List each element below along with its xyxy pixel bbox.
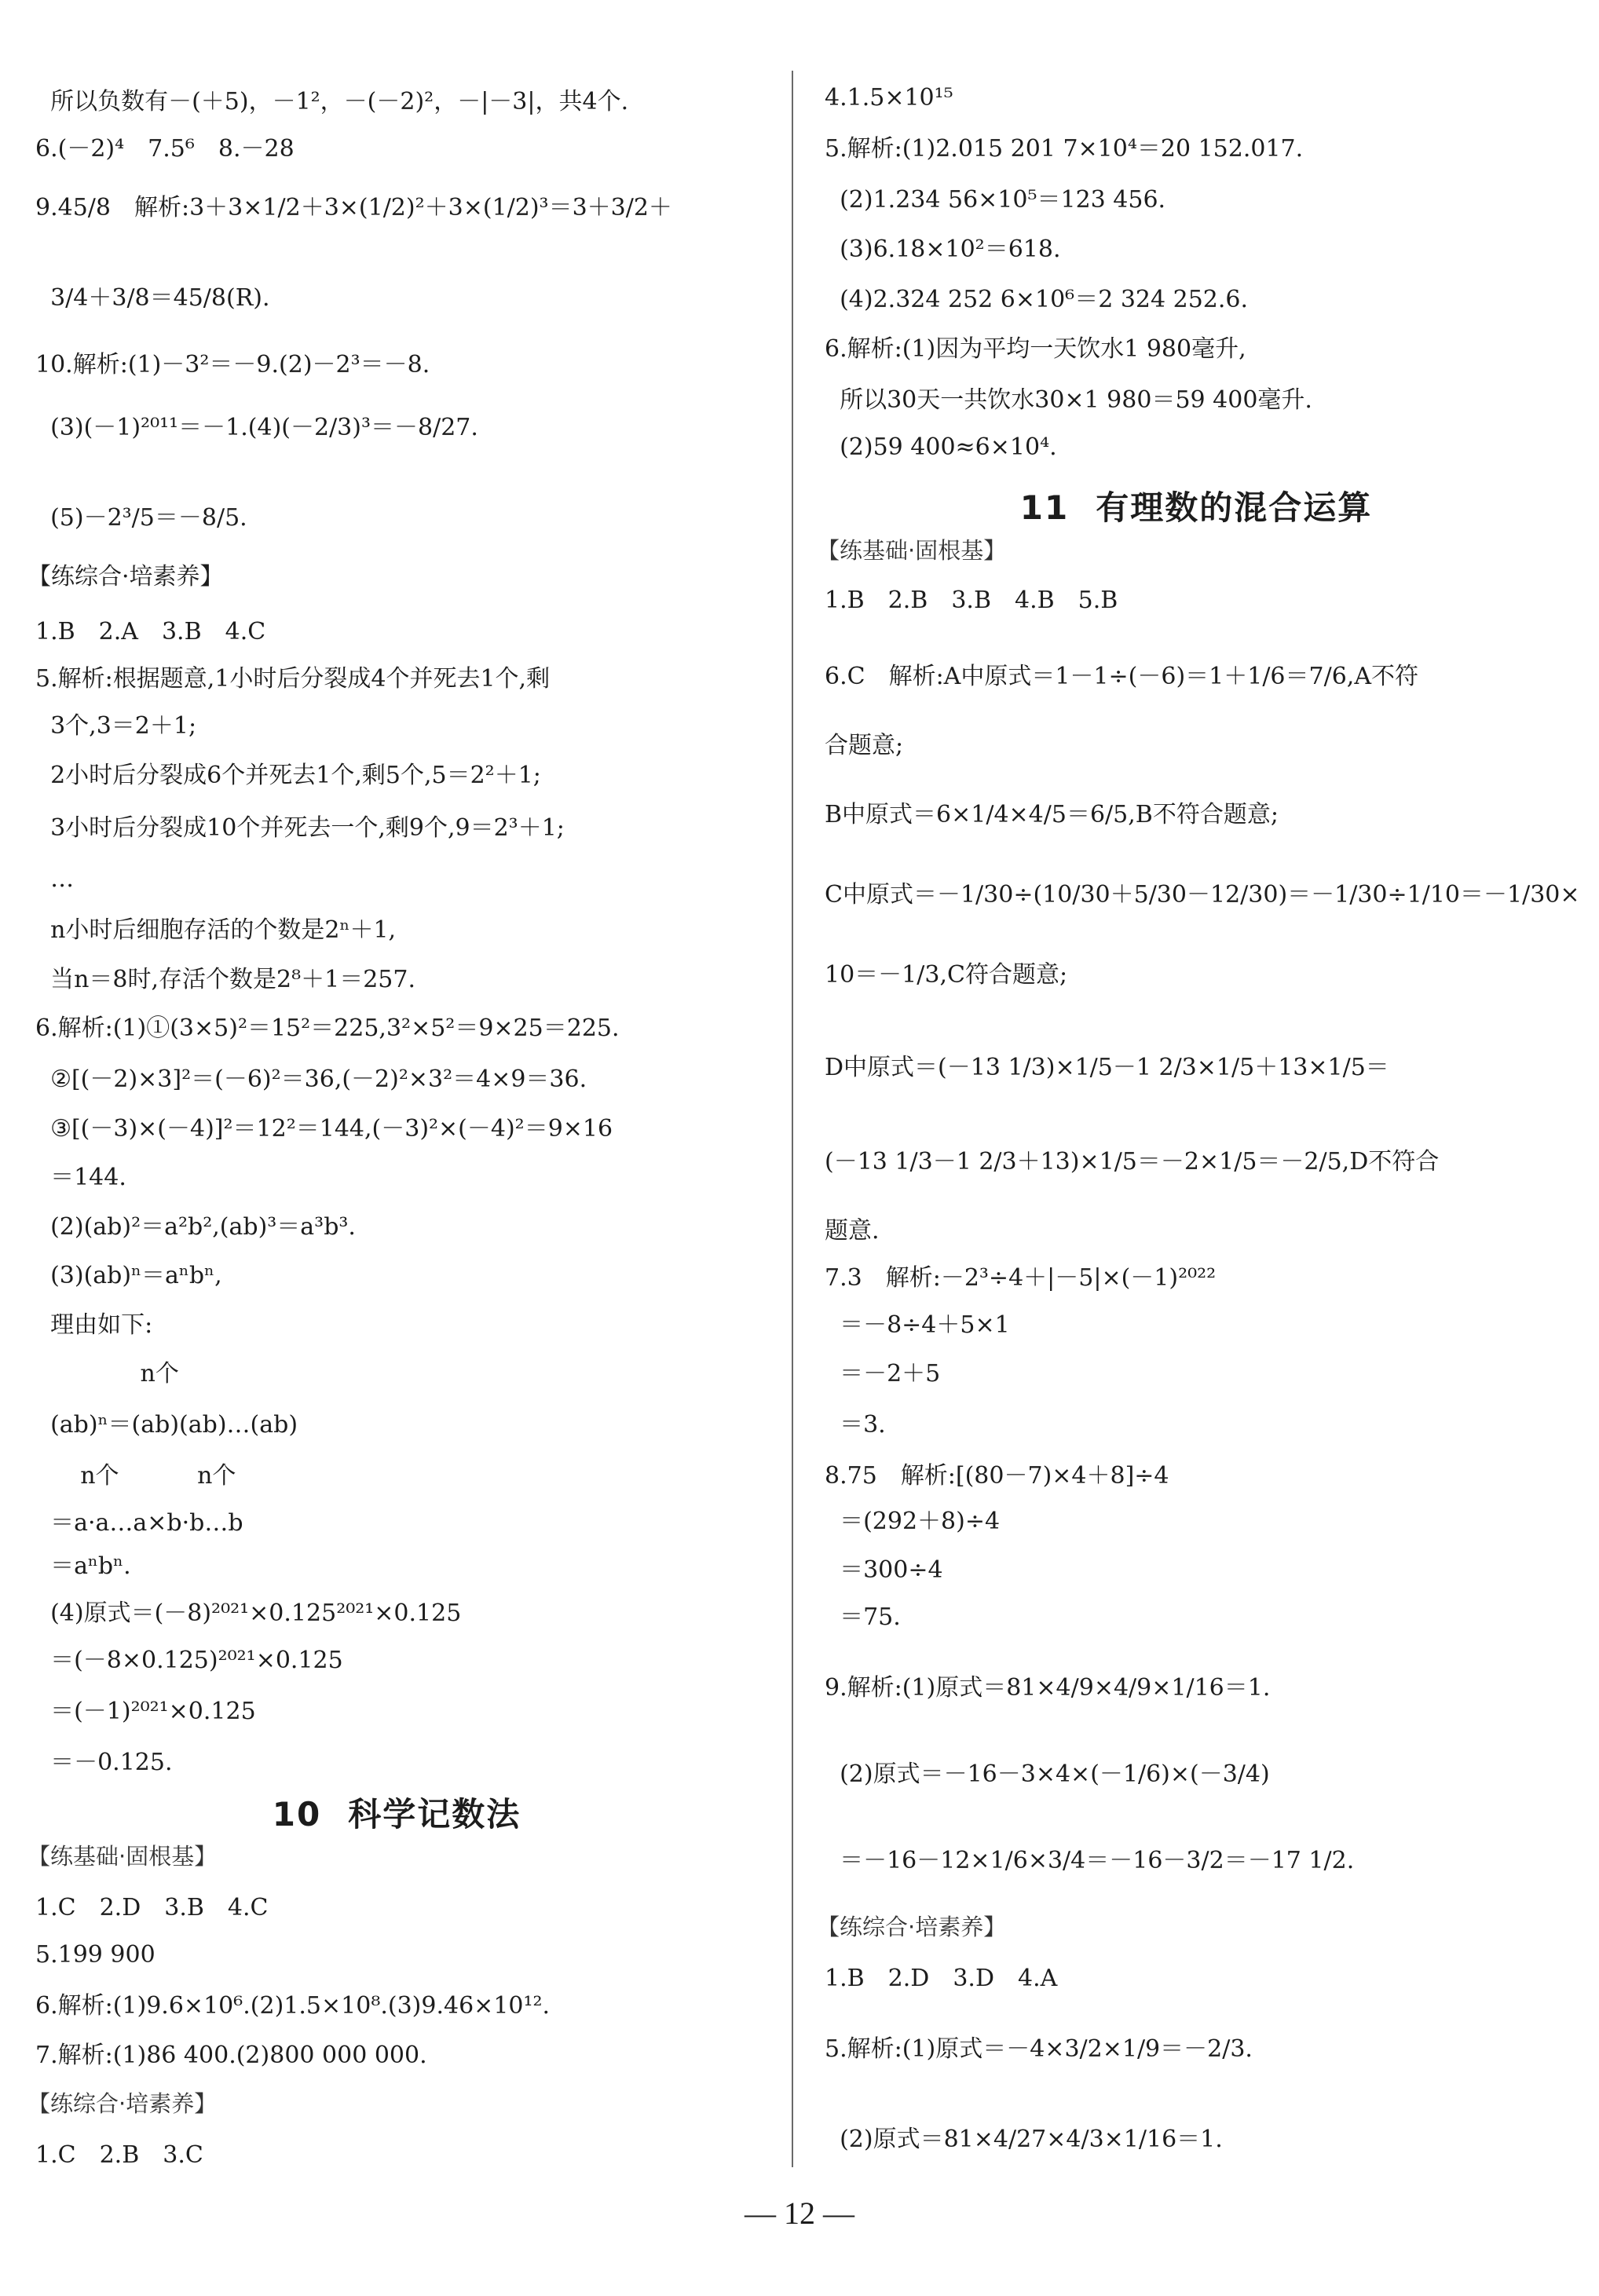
section-heading: [0, 1789, 793, 1836]
subsection-label: 【练综合·培素养】: [27, 2090, 218, 2117]
left-line-30: ＝(－1)²⁰²¹×0.125: [35, 1698, 256, 1725]
right-line-3: (3)6.18×10²＝618.: [825, 236, 1061, 263]
left-line-28: (4)原式＝(－8)²⁰²¹×0.125²⁰²¹×0.125: [35, 1600, 462, 1627]
right-line-1: 5.解析:(1)2.015 201 7×10⁴＝20 152.017.: [825, 135, 1304, 163]
right-s11-line-17: 9.解析:(1)原式＝81×4/9×4/9×1/16＝1.: [825, 1674, 1271, 1702]
left-line-0: 所以负数有－(＋5)，－1²，－(－2)²，－|－3|，共4个.: [35, 88, 629, 115]
left-line-21: (3)(ab)ⁿ＝aⁿbⁿ,: [35, 1262, 222, 1289]
left-line-15: 当n＝8时,存活个数是2⁸＋1＝257.: [35, 966, 416, 993]
left-line-26: ＝a·a…a×b·b…b: [35, 1509, 243, 1537]
right-s11-line-0: 1.B 2.B 3.B 4.B 5.B: [825, 587, 1118, 614]
subsection-label: 【练基础·固根基】: [27, 1843, 218, 1870]
right-s11-line-2: 合题意;: [825, 732, 904, 759]
left-line-14: n小时后细胞存活的个数是2ⁿ＋1,: [35, 916, 397, 944]
left-line-7: 【练综合·培素养】: [27, 563, 224, 590]
left-line-31: ＝－0.125.: [35, 1749, 173, 1776]
right-s11-line-18: (2)原式＝－16－3×4×(－1/6)×(－3/4): [825, 1760, 1270, 1788]
right-line-6: 所以30天一共饮水30×1 980＝59 400毫升.: [825, 386, 1312, 414]
column-divider: [792, 71, 793, 2167]
right-line-0: 4.1.5×10¹⁵: [825, 84, 953, 112]
right-s11-line-10: ＝－8÷4＋5×1: [825, 1311, 1010, 1339]
right-s11-line-5: 10＝－1/3,C符合题意;: [825, 961, 1068, 989]
left-line-22: 理由如下:: [35, 1311, 153, 1339]
right-s11-line-8: 题意.: [825, 1217, 880, 1245]
left-line-4: 10.解析:(1)－3²＝－9.(2)－2³＝－8.: [35, 351, 430, 378]
right-line-5: 6.解析:(1)因为平均一天饮水1 980毫升,: [825, 335, 1246, 363]
right-s11b-line-0: 1.B 2.D 3.D 4.A: [825, 1965, 1058, 1992]
right-line-2: (2)1.234 56×10⁵＝123 456.: [825, 186, 1166, 214]
section-heading: [793, 482, 1599, 529]
right-s11-line-9: 7.3 解析:－2³÷4＋|－5|×(－1)²⁰²²: [825, 1264, 1217, 1292]
right-s11-line-13: 8.75 解析:[(80－7)×4＋8]÷4: [825, 1462, 1169, 1490]
right-s11-line-11: ＝－2＋5: [825, 1360, 941, 1387]
left-line-3: 3/4＋3/8＝45/8(R).: [35, 284, 270, 312]
section-title: 科学记数法: [348, 1795, 521, 1834]
left-line-16: 6.解析:(1)①(3×5)²＝15²＝225,3²×5²＝9×25＝225.: [35, 1015, 620, 1042]
right-s11-line-6: D中原式＝(－13 1/3)×1/5－1 2/3×1/5＋13×1/5＝: [825, 1054, 1389, 1081]
subsection-label: 【练基础·固根基】: [817, 537, 1007, 564]
section-title: 有理数的混合运算: [1096, 488, 1373, 527]
page-number: — 12 —: [745, 2195, 854, 2231]
right-s11b-line-2: (2)原式＝81×4/27×4/3×1/16＝1.: [825, 2126, 1223, 2153]
left-line-25: n个 n个: [35, 1462, 236, 1490]
section-number: 10: [272, 1795, 322, 1834]
right-s11-line-3: B中原式＝6×1/4×4/5＝6/5,B不符合题意;: [825, 801, 1279, 828]
section-number: 11: [1019, 488, 1070, 527]
left-line-11: 2小时后分裂成6个并死去1个,剩5个,5＝2²＋1;: [35, 762, 541, 789]
right-s11b-line-1: 5.解析:(1)原式＝－4×3/2×1/9＝－2/3.: [825, 2035, 1253, 2063]
left-s10b-line-0: 1.C 2.B 3.C: [35, 2141, 203, 2169]
left-line-18: ③[(－3)×(－4)]²＝12²＝144,(－3)²×(－4)²＝9×16: [35, 1115, 613, 1143]
right-line-4: (4)2.324 252 6×10⁶＝2 324 252.6.: [825, 286, 1249, 313]
left-line-20: (2)(ab)²＝a²b²,(ab)³＝a³b³.: [35, 1213, 356, 1241]
left-line-23: n个: [35, 1360, 179, 1387]
left-line-19: ＝144.: [35, 1164, 126, 1191]
left-line-6: (5)－2³/5＝－8/5.: [35, 504, 247, 532]
right-s11-line-12: ＝3.: [825, 1411, 886, 1439]
subsection-label: 【练综合·培素养】: [817, 1914, 1007, 1940]
left-line-1: 6.(－2)⁴ 7.5⁶ 8.－28: [35, 135, 295, 163]
left-line-10: 3个,3＝2＋1;: [35, 712, 197, 740]
left-line-2: 9.45/8 解析:3＋3×1/2＋3×(1/2)²＋3×(1/2)³＝3＋3/2＋: [35, 194, 672, 221]
right-s11-line-16: ＝75.: [825, 1603, 901, 1631]
left-line-12: 3小时后分裂成10个并死去一个,剩9个,9＝2³＋1;: [35, 814, 565, 842]
left-line-5: (3)(－1)²⁰¹¹＝－1.(4)(－2/3)³＝－8/27.: [35, 414, 478, 441]
left-s10-line-2: 6.解析:(1)9.6×10⁶.(2)1.5×10⁸.(3)9.46×10¹².: [35, 1992, 551, 2020]
right-s11-line-19: ＝－16－12×1/6×3/4＝－16－3/2＝－17 1/2.: [825, 1847, 1355, 1874]
right-s11-line-4: C中原式＝－1/30÷(10/30＋5/30－12/30)＝－1/30÷1/10＝－1/30×: [825, 881, 1580, 909]
left-s10-line-1: 5.199 900: [35, 1941, 156, 1969]
right-s11-line-15: ＝300÷4: [825, 1556, 943, 1584]
left-line-9: 5.解析:根据题意,1小时后分裂成4个并死去1个,剩: [35, 665, 551, 693]
right-s11-line-7: (－13 1/3－1 2/3＋13)×1/5＝－2×1/5＝－2/5,D不符合: [825, 1148, 1440, 1175]
right-s11-line-1: 6.C 解析:A中原式＝1－1÷(－6)＝1＋1/6＝7/6,A不符: [825, 663, 1419, 690]
left-line-24: (ab)ⁿ＝(ab)(ab)…(ab): [35, 1411, 298, 1439]
left-line-13: …: [35, 865, 75, 893]
right-s11-line-14: ＝(292＋8)÷4: [825, 1508, 1001, 1535]
left-line-29: ＝(－8×0.125)²⁰²¹×0.125: [35, 1647, 343, 1674]
left-s10-line-3: 7.解析:(1)86 400.(2)800 000 000.: [35, 2042, 427, 2069]
right-line-7: (2)59 400≈6×10⁴.: [825, 433, 1057, 461]
left-line-27: ＝aⁿbⁿ.: [35, 1552, 131, 1580]
left-line-17: ②[(－2)×3]²＝(－6)²＝36,(－2)²×3²＝4×9＝36.: [35, 1066, 587, 1093]
left-line-8: 1.B 2.A 3.B 4.C: [35, 618, 266, 645]
left-s10-line-0: 1.C 2.D 3.B 4.C: [35, 1894, 269, 1921]
